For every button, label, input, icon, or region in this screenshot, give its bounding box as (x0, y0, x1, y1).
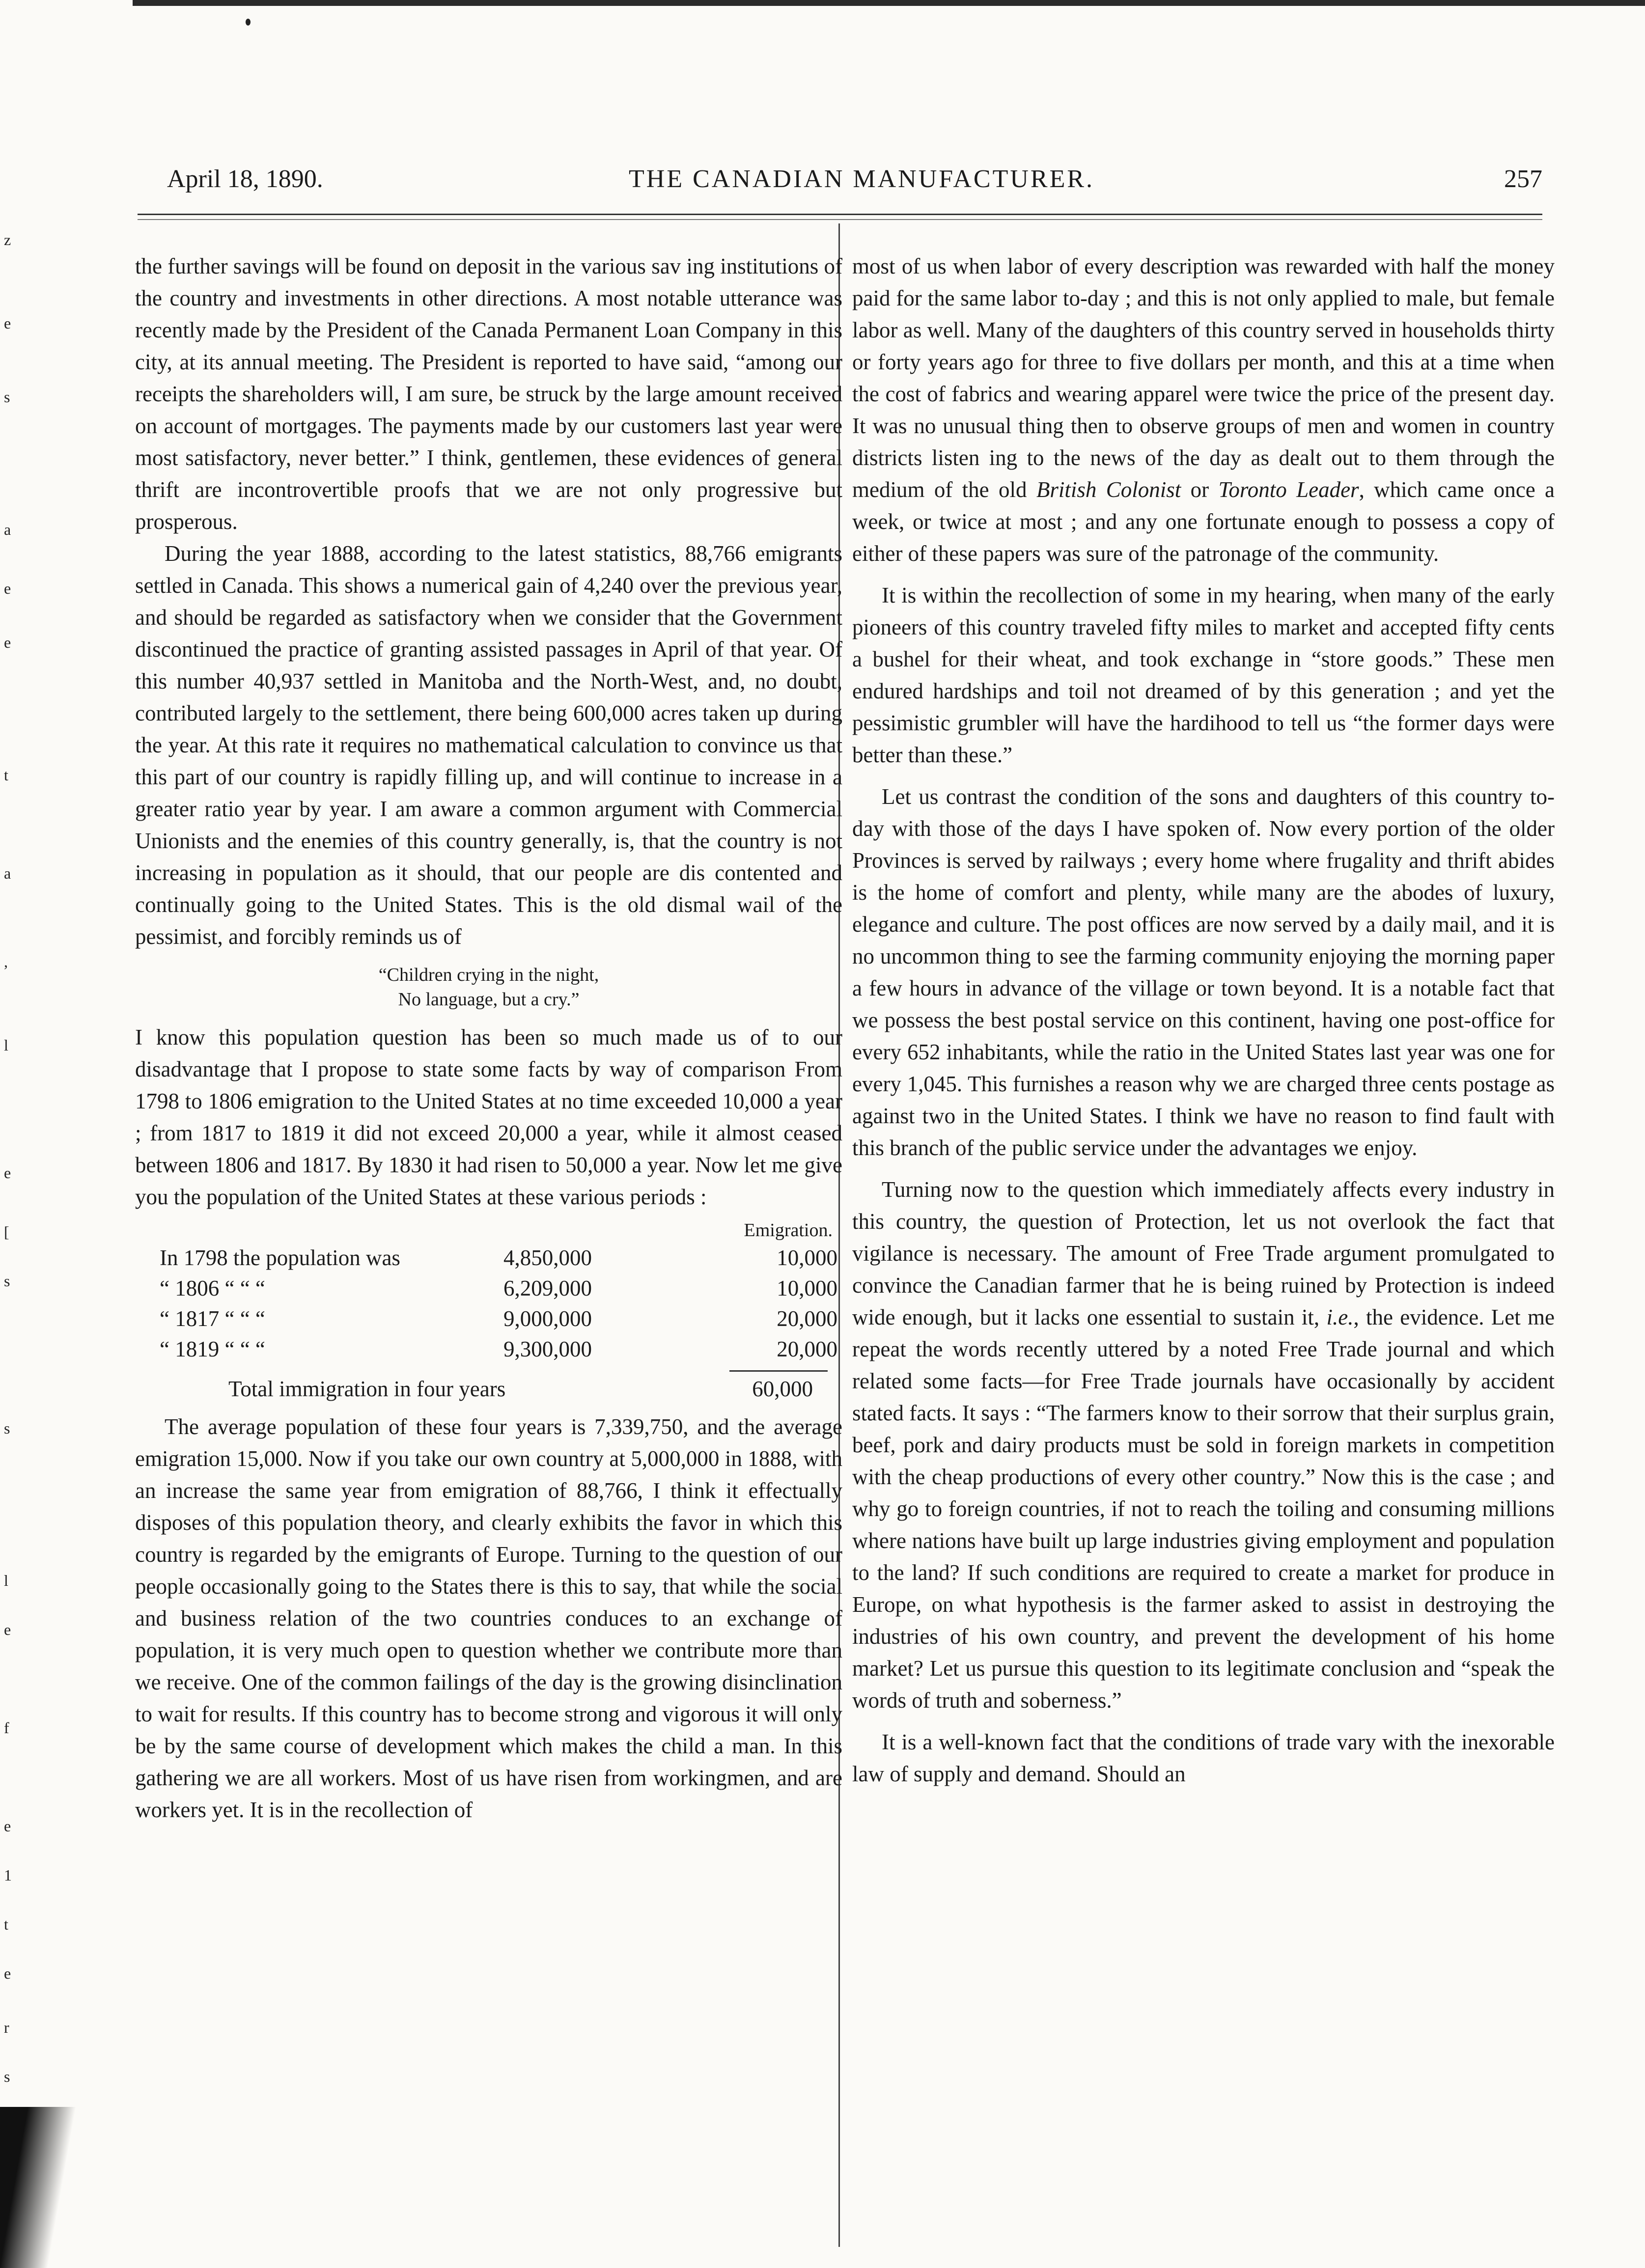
paragraph (852, 1174, 1555, 1716)
paragraph: I know this population question has been so much made us of to our disadvantage that I propose to state some facts by way of comparison From 1798 to 1806 emigration to the United States at no time exceeded 10,000 a year ; from 1817 to 1819 it did not exceed 20,000 a year, while it almost ceased between 1806 and 1817. By 1830 it had risen to 50,000 a year. Now let me give you the population of the United States at these various periods : (135, 1025, 842, 1209)
row-emigration: 20,000 (777, 1337, 837, 1361)
newspaper-name: Toronto Leader (1218, 477, 1359, 502)
row-population: 6,209,000 (503, 1276, 592, 1300)
emigration-table (135, 1218, 842, 1406)
total-value: 60,000 (752, 1377, 813, 1401)
paragraph: During the year 1888, according to the latest statistics, 88,766 emigrants settled in Canada. This shows a numerical gain of 4,240 over the previous year, and should be regarded as satisfactory when we consider that the Government discontinued the practice of granting assisted passages in April of that year. Of this number 40,937 settled in Manitoba and the North-West, and, no doubt, contributed largely to the settlement, there being 600,000 acres taken up during the year. At this rate it requires no mathematical calculation to convince us that this part of our country is rapidly filling up, and will continue to increase in a greater ratio year by year. I am aware a common argument with Commercial Unionists and the enemies of this country generally, is, that the country is not increasing in population as it should, that our people are dis contented and continually going to the United States. This is the old dismal wail of the pessimist, and forcibly reminds us of (135, 541, 842, 949)
header-rule (138, 214, 1542, 220)
paragraph: It is within the recollection of some in my hearing, when many of the early pioneers of this country traveled fifty miles to market and accepted fifty cents a bushel for their wheat, and took exchange in “store goods.” These men endured hardships and toil not dreamed of by this generation ; and yet the pessimistic grumbler will have the hardihood to tell us “the former days were better than these.” (852, 583, 1555, 767)
publication-title: THE CANADIAN MANUFACTURER. (629, 165, 1095, 193)
row-population: 9,300,000 (503, 1337, 592, 1361)
right-column (852, 250, 1555, 1790)
text-run: Turning now to the question which immediately affects every industry in this country, the question of Protection, let us not overlook the fact that vigilance is necessary. The amount of Free Trade argument promulgated to convince the Canadian farmer that he is being ruined by Protection is indeed wide enough, but it lacks one essential to sustain it, (852, 1177, 1555, 1329)
table-total-row (135, 1372, 842, 1406)
total-label: Total immigration in four years (228, 1377, 506, 1401)
paragraph: Let us contrast the condition of the sons and daughters of this country to-day with those of the days I have spoken of. Now every portion of the older Provinces is served by railways ; every home where frugality and thrift abides is the home of comfort and plenty, while many are the abodes of luxury, elegance and culture. The post offices are now served by a daily mail, and it is no uncommon thing to see the farming community enjoying the morning paper a few hours in advance of the village or town beyond. It is a notable fact that we possess the best postal service on this continent, having one post-office for every 652 inhabitants, while the ratio in the United States last year was one for every 1,045. This furnishes a reason why we are charged three cents postage as against two in the United States. I think we have no reason to find fault with this branch of the public service under the advantages we enjoy. (852, 784, 1555, 1160)
page-number: 257 (1504, 165, 1542, 193)
binding-shadow (0, 2107, 98, 2268)
issue-date: April 18, 1890. (167, 165, 323, 193)
table-row (135, 1273, 842, 1303)
row-population: 4,850,000 (503, 1245, 592, 1270)
text-run: , which came once a week, or twice at most ; and any one fortunate enough to possess a copy of either of these papers was sure of the patronage of the community. (852, 477, 1555, 566)
row-label: In 1798 the population was (160, 1245, 400, 1270)
table-row (135, 1303, 842, 1334)
ink-speck (246, 19, 251, 26)
abbreviation: i.e. (1326, 1305, 1354, 1329)
row-emigration: 10,000 (777, 1245, 837, 1270)
poem-quote (135, 963, 842, 1012)
table-row (135, 1243, 842, 1273)
poem-line: No language, but a cry.” (398, 989, 580, 1010)
page-header (167, 165, 1542, 204)
row-label: “ 1819 “ “ “ (160, 1337, 265, 1361)
left-column (135, 250, 842, 1826)
row-label: “ 1817 “ “ “ (160, 1306, 265, 1331)
text-run: most of us when labor of every description was rewarded with half the money paid for the same labor to-day ; and this is not only applied to male, but female labor as well. Many of the daughters of this country served in households thirty or forty years ago for three to five dollars per month, and this at a time when the cost of fabrics and wearing apparel were twice the price of the present day. It was no unusual thing then to observe groups of men and women in country districts listen ing to the news of the day as dealt out to them through the medium of the old (852, 254, 1555, 502)
paragraph: the further savings will be found on deposit in the various sav ing institutions of the country and investments in other directions. A most notable utterance was recently made by the President of the Canada Permanent Loan Company in this city, at its annual meeting. The President is reported to have said, “among our receipts the shareholders will, I am sure, be struck by the large amount received on account of mortgages. The payments made by our customers last year were most satisfactory, never better.” I think, gentlemen, these evidences of general thrift are incontrovertible proofs that we are not only progressive but prosperous. (135, 254, 842, 534)
row-emigration: 20,000 (777, 1306, 837, 1331)
row-emigration: 10,000 (777, 1276, 837, 1300)
paragraph: The average population of these four years is 7,339,750, and the average emigration 15,000. Now if you take our own country at 5,000,000 in 1888, with an increase the same year from emigration of 88,766, I think it effectually disposes of this population theory, and clearly exhibits the favor in which this country is regarded by the emigrants of Europe. Turning to the question of our people occasionally going to the States there is this to say, that while the social and business relation of the two countries conduces to an exchange of population, it is very much open to question whether we contribute more than we receive. One of the common failings of the day is the growing disinclination to wait for results. If this country has to become strong and vigorous it will only be by the same course of development which makes the child a man. In this gathering we are all workers. Most of us have risen from workingmen, and are workers yet. It is in the recollection of (135, 1414, 842, 1822)
left-margin-bleed: z e s a e e t a , l e [ s s l e f e 1 t e r s (4, 231, 12, 2085)
row-population: 9,000,000 (503, 1306, 592, 1331)
row-label: “ 1806 “ “ “ (160, 1276, 265, 1300)
text-run: , the evidence. Let me repeat the words recently uttered by a noted Free Trade journal and which related some facts—for Free Trade journals have occasionally by accident stated facts. It says : “The farmers know to their sorrow that their surplus grain, beef, pork and dairy products must be sold in foreign markets in competition with the cheap productions of every other country.” Now this is the case ; and why go to foreign countries, if not to reach the toiling and consuming millions where nations have built up large industries giving employment and population to the land? If such conditions are required to create a market for produce in Europe, on what hypothesis is the farmer asked to assist in destroying the industries of his own country, and prevent the development of his home market? Let us pursue this question to its legitimate conclusion and “speak the words of truth and soberness.” (852, 1305, 1555, 1713)
poem-line: “Children crying in the night, (378, 965, 599, 985)
newspaper-name: British Colonist (1036, 477, 1181, 502)
table-header: Emigration. (744, 1220, 833, 1241)
table-row (135, 1334, 842, 1364)
paragraph (852, 250, 1555, 570)
top-edge-line (133, 0, 1645, 6)
paragraph: It is a well-known fact that the conditions of trade vary with the inexorable law of supply and demand. Should an (852, 1730, 1555, 1786)
text-run: or (1190, 477, 1209, 502)
